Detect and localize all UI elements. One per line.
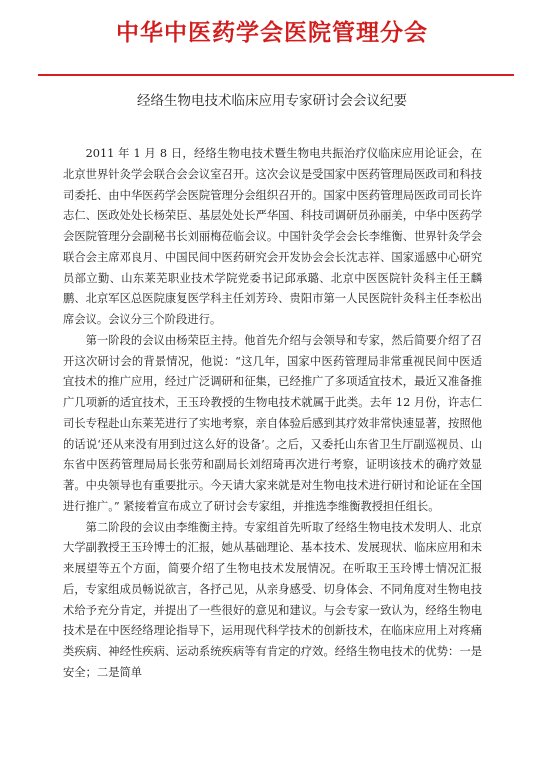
paragraph-2: 第一阶段的会议由杨荣臣主持。他首先介绍与会领导和专家，然后简要介绍了召开这次研讨会的背景情况，他说：“这几年，国家中医药管理局非常重视民间中医适宜技术的推广应用，经过广泛调研和征集，已经推广了多项适宜技术，最近又准备推广几项新的适宜技术，王玉玲教授的生物电技术就属于此类。去年 12 月份，许志仁司长专程赴山东莱芜进行了实地考察，亲自体验后感到其疗效非常快速显著，按照他的话说‘还从来没有用到过这么好的设备’。之后，又委托山东省卫生厅副巡视员、山东省中医药管理局局长张劳和副局长刘绍琦再次进行考察，证明该技术的确疗效显著。中央领导也有重要批示。今天请大家来就是对生物电技术进行研讨和论证在全国进行推广。” 紧接着宣布成立了研讨会专家组，并推选李维衡教授担任组长。: [63, 333, 482, 513]
document-body: [63, 144, 482, 684]
paragraph-3: 第二阶段的会议由李维衡主持。专家组首先听取了经络生物电技术发明人、北京大学副教授王玉玲博士的汇报，她从基础理论、基本技术、发展现状、临床应用和未来展望等五个方面，简要介绍了生物电技术发展情况。在听取王玉玲博士情况汇报后，专家组成员畅说欲言，各抒己见，从亲身感受、切身体会、不同角度对生物电技术给予充分肯定，并提出了一些很好的意见和建议。与会专家一致认为，经络生物电技术是在中医经络理论指导下，运用现代科学技术的创新技术，在临床应用上对疼痛类疾病、神经性疾病、运动系统疾病等有肯定的疗效。经络生物电技术的优势：一是安全；二是简单: [63, 520, 482, 679]
paragraph-1: 2011 年 1 月 8 日，经络生物电技术暨生物电共振治疗仪临床应用论证会，在北京世界针灸学会联合会会议室召开。这次会议是受国家中医药管理局医政司和科技司委托、由中华医药学会医院管理分会组织召开的。国家中医药管理局医政司司长许志仁、医政处处长杨荣臣、基层处处长严华国、科技司调研员孙丽美，中华中医药学会医院管理分会副秘书长刘丽梅莅临会议。中国针灸学会会长李维衡、世界针灸学会联合会主席邓良月、中国民间中医药研究会开发协会会长沈志祥、国家遥感中心研究员部立勤、山东莱芜职业技术学院党委书记邱承璐、北京中医医院针灸科主任王麟鹏、北京军区总医院康复医学科主任刘芳玲、贵阳市第一人民医院针灸科主任李松出席会议。会议分三个阶段进行。: [63, 147, 482, 326]
organization-title: 中华中医药学会医院管理分会: [116, 20, 428, 46]
document-title: 经络生物电技术临床应用专家研讨会会议纪要: [137, 93, 407, 109]
red-divider-line: [38, 74, 514, 76]
